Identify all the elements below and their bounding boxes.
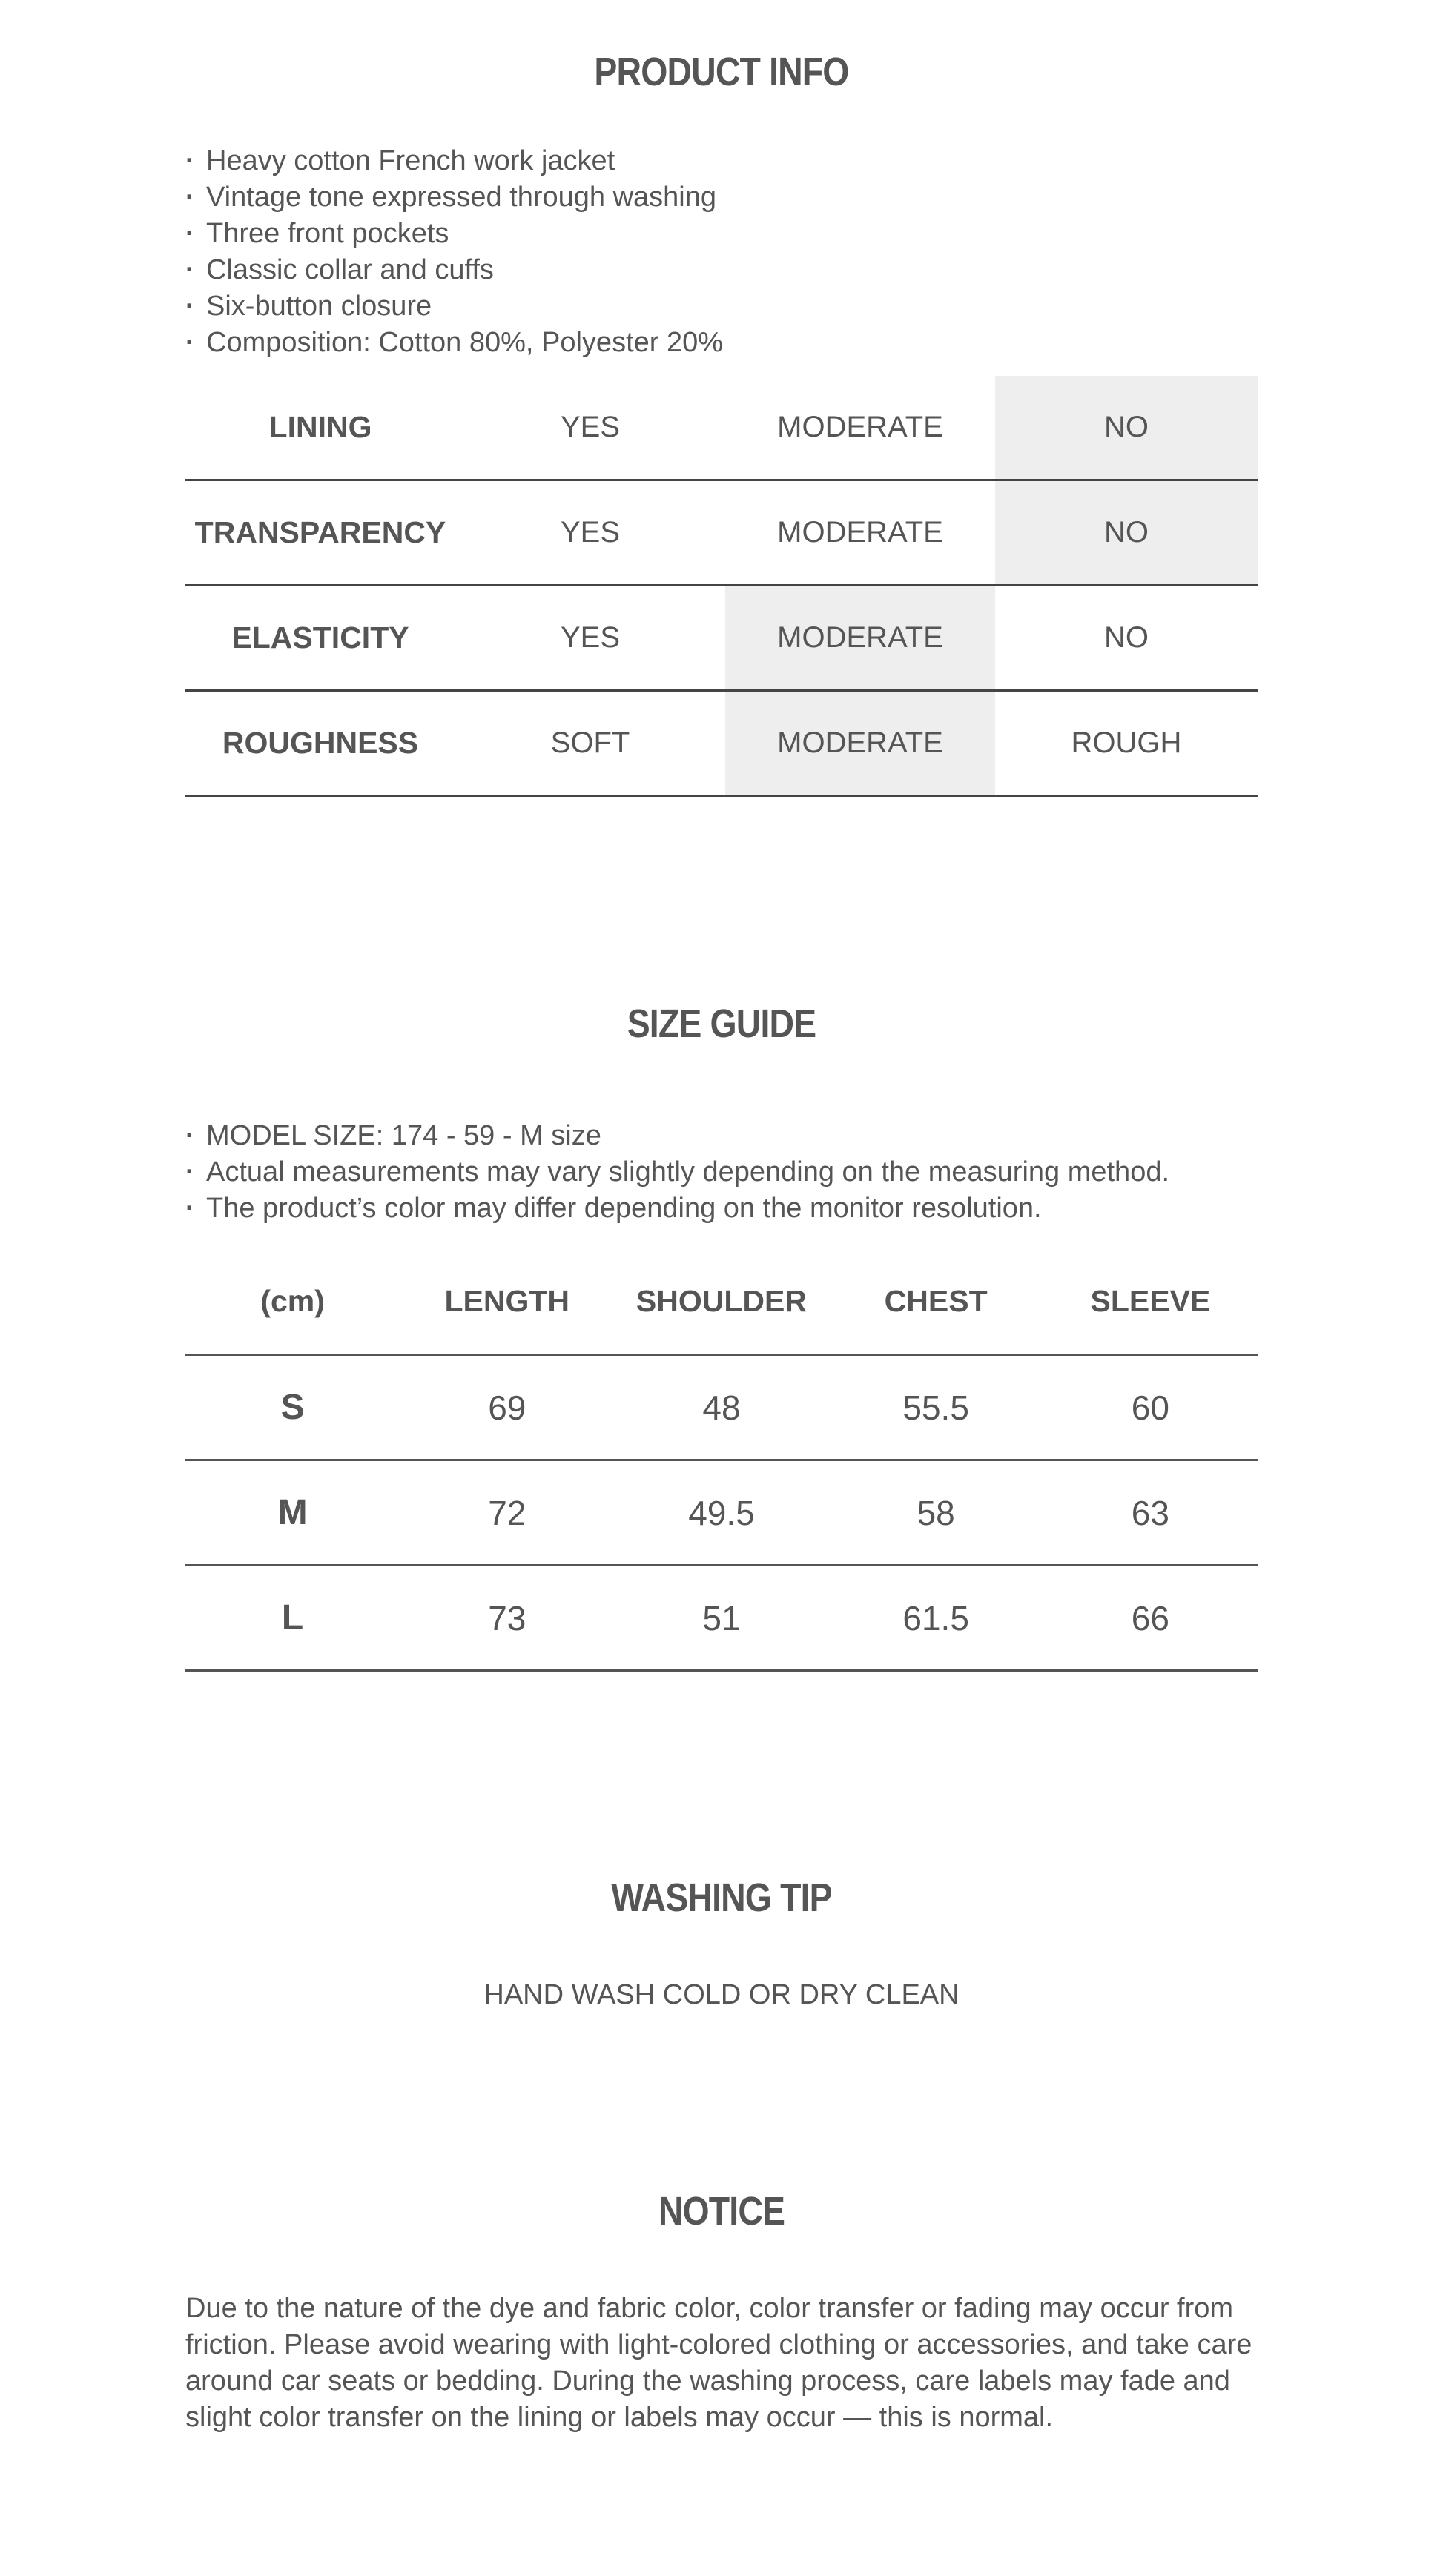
property-option: YES [455,376,725,480]
table-row [185,586,1258,691]
table-row [185,1355,1258,1460]
fabric-properties-block [185,376,1258,797]
size-measurement-cell: 58 [829,1460,1043,1566]
product-info-section [185,49,1258,95]
table-row [185,1566,1258,1671]
table-row [185,376,1258,480]
size-measurement-cell: 72 [400,1460,614,1566]
property-option-selected: MODERATE [725,691,995,796]
size-measurement-cell: 51 [614,1566,828,1671]
column-header-length: LENGTH [400,1249,614,1355]
property-label: ELASTICITY [185,586,455,691]
product-info-list [185,143,1258,361]
size-guide-title: SIZE GUIDE [627,1001,816,1046]
property-option: MODERATE [725,480,995,586]
property-option: MODERATE [725,376,995,480]
size-guide-notes [185,1118,1258,1227]
list-item: · Six-button closure [185,288,1258,325]
notice-text: Due to the nature of the dye and fabric color, color transfer or fading may occur from friction. Please avoid wearing with light-colored clothing or accessories, and take care around car seats or bedding. During the washing process, care labels may fade and slight color transfer on the lining or labels may occur — this is normal. [185,2293,1252,2433]
size-label: M [185,1460,400,1566]
size-measurement-cell: 69 [400,1355,614,1460]
property-option: NO [995,586,1258,691]
column-header-chest: CHEST [829,1249,1043,1355]
list-item: · Composition: Cotton 80%, Polyester 20% [185,325,1258,361]
list-item: · Classic collar and cuffs [185,252,1258,288]
size-label: L [185,1566,400,1671]
notice-title: NOTICE [658,2189,785,2234]
list-item: · MODEL SIZE: 174 - 59 - M size [185,1118,1258,1154]
property-option: YES [455,586,725,691]
size-table [185,1249,1258,1672]
washing-tip-title: WASHING TIP [611,1875,832,1920]
size-guide-section [185,1001,1258,1047]
list-item: · Three front pockets [185,216,1258,252]
list-item: · The product’s color may differ depending on the monitor resolution. [185,1191,1258,1227]
fabric-properties-table [185,376,1258,797]
table-row [185,480,1258,586]
column-header-shoulder: SHOULDER [614,1249,828,1355]
property-label: TRANSPARENCY [185,480,455,586]
size-measurement-cell: 63 [1043,1460,1258,1566]
property-option: SOFT [455,691,725,796]
size-table-block [185,1249,1258,1672]
property-option-selected: NO [995,480,1258,586]
property-option-selected: NO [995,376,1258,480]
column-header-unit: (cm) [185,1249,400,1355]
table-row [185,1460,1258,1566]
size-measurement-cell: 66 [1043,1566,1258,1671]
size-label: S [185,1355,400,1460]
notice-section [185,2188,1258,2234]
size-measurement-cell: 49.5 [614,1460,828,1566]
size-measurement-cell: 61.5 [829,1566,1043,1671]
product-info-bullets-block [185,143,1258,361]
washing-tip-section [185,1875,1258,1921]
list-item: · Vintage tone expressed through washing [185,179,1258,216]
size-measurement-cell: 73 [400,1566,614,1671]
property-label: LINING [185,376,455,480]
column-header-sleeve: SLEEVE [1043,1249,1258,1355]
product-info-title: PRODUCT INFO [594,50,849,94]
notice-block [185,2291,1258,2436]
size-table-header-row [185,1249,1258,1355]
size-measurement-cell: 60 [1043,1355,1258,1460]
list-item: · Actual measurements may vary slightly depending on the measuring method. [185,1154,1258,1191]
size-measurement-cell: 48 [614,1355,828,1460]
size-measurement-cell: 55.5 [829,1355,1043,1460]
list-item: · Heavy cotton French work jacket [185,143,1258,179]
size-guide-notes-block [185,1118,1258,1227]
table-row [185,691,1258,796]
property-option-selected: MODERATE [725,586,995,691]
property-label: ROUGHNESS [185,691,455,796]
washing-tip-text: HAND WASH COLD OR DRY CLEAN [483,1979,960,2010]
property-option: ROUGH [995,691,1258,796]
property-option: YES [455,480,725,586]
